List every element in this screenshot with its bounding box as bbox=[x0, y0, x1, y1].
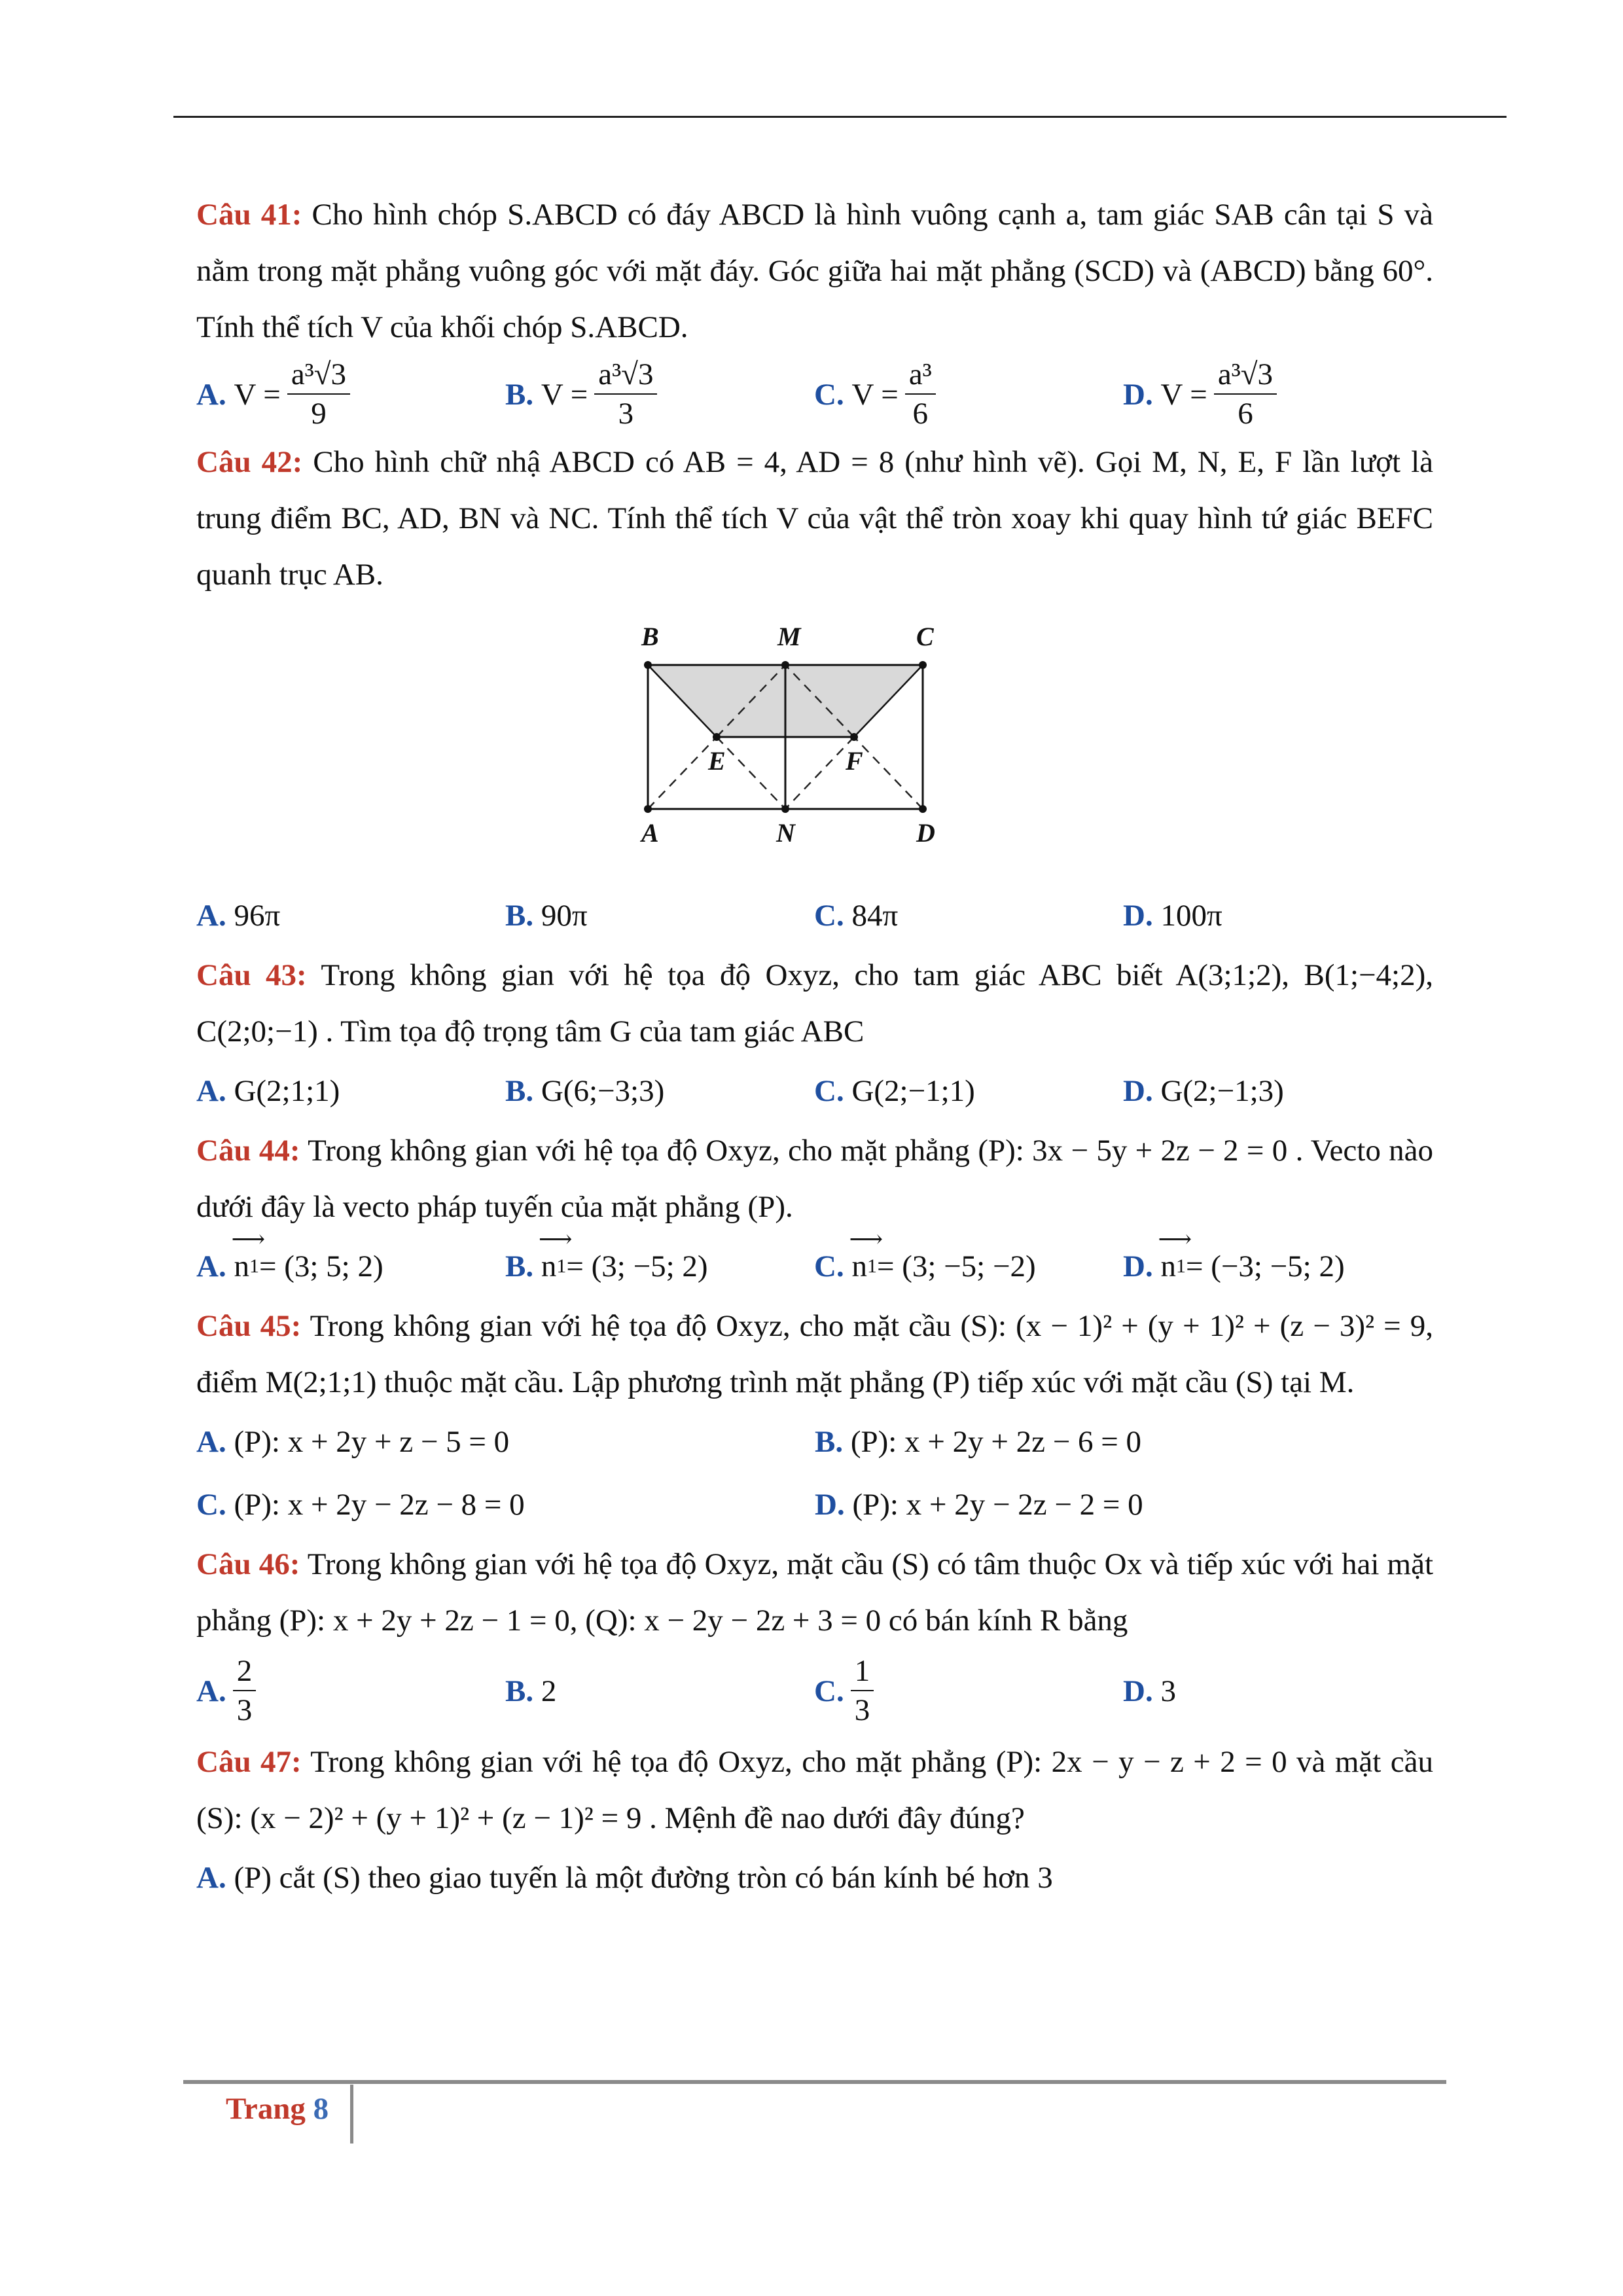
option-d[interactable] bbox=[1123, 1649, 1432, 1734]
question-label: Câu 42: bbox=[196, 445, 303, 479]
question-43 bbox=[196, 947, 1433, 1060]
options-43 bbox=[196, 1060, 1433, 1122]
option-value: = (−3; −5; 2) bbox=[1185, 1249, 1345, 1283]
vector-symbol: ⟶ n bbox=[541, 1249, 557, 1284]
option-value: (P): x + 2y − 2z − 2 = 0 bbox=[852, 1488, 1143, 1522]
option-d[interactable] bbox=[1123, 1060, 1432, 1122]
option-prefix: V = bbox=[234, 378, 281, 412]
option-value: 100π bbox=[1160, 899, 1222, 933]
question-text: Trong không gian với hệ tọa độ Oxyz, cho tam giác ABC biết A(3;1;2), B(1;−4;2), C(2;0;−1) . Tìm tọa độ trọng tâm G của tam giác ABC bbox=[196, 958, 1434, 1049]
numerator: a³ bbox=[905, 358, 936, 395]
question-text: Trong không gian với hệ tọa độ Oxyz, cho mặt cầu (S): (x − 1)² + (y + 1)² + (z − 3)² = 9, điểm M(2;1;1) thuộc mặt cầu. Lập phương trình mặt phẳng (P) tiếp xúc với mặt cầu (S) tại M. bbox=[196, 1309, 1434, 1399]
option-a[interactable] bbox=[196, 884, 505, 947]
options-47 bbox=[196, 1846, 1433, 1909]
label-n: N bbox=[776, 818, 795, 848]
option-d[interactable] bbox=[1123, 355, 1432, 434]
option-prefix: V = bbox=[851, 378, 899, 412]
option-label: A. bbox=[196, 1425, 226, 1459]
option-b[interactable] bbox=[505, 1235, 814, 1298]
option-value: G(6;−3;3) bbox=[541, 1074, 665, 1108]
option-b[interactable] bbox=[505, 884, 814, 947]
option-label: C. bbox=[814, 899, 844, 933]
option-value: 84π bbox=[851, 899, 899, 933]
option-label: D. bbox=[1123, 1249, 1153, 1283]
option-value: 3 bbox=[1160, 1674, 1176, 1708]
option-label: A. bbox=[196, 1674, 226, 1708]
question-47 bbox=[196, 1734, 1433, 1846]
option-value: G(2;−1;3) bbox=[1160, 1074, 1284, 1108]
vector-subscript: 1 bbox=[1175, 1255, 1186, 1277]
fraction bbox=[905, 358, 936, 431]
option-label: C. bbox=[814, 378, 844, 412]
option-label: D. bbox=[815, 1488, 845, 1522]
question-label: Câu 47: bbox=[196, 1745, 302, 1779]
option-value: = (3; 5; 2) bbox=[259, 1249, 383, 1283]
denominator: 3 bbox=[854, 1693, 870, 1727]
numerator: 1 bbox=[851, 1655, 874, 1691]
option-b[interactable] bbox=[505, 1060, 814, 1122]
option-c[interactable] bbox=[196, 1473, 815, 1536]
question-text: Trong không gian với hệ tọa độ Oxyz, mặt cầu (S) có tâm thuộc Ox và tiếp xúc với hai mặt phẳng (P): x + 2y + 2z − 1 = 0, (Q): x − 2y − 2z + 3 = 0 có bán kính R bằng bbox=[196, 1547, 1434, 1638]
option-c[interactable] bbox=[814, 1060, 1123, 1122]
option-value: 2 bbox=[541, 1674, 557, 1708]
option-a[interactable] bbox=[196, 355, 505, 434]
top-rule bbox=[173, 116, 1507, 118]
numerator: a³√3 bbox=[594, 358, 657, 395]
question-label: Câu 46: bbox=[196, 1547, 300, 1581]
label-c: C bbox=[916, 622, 934, 651]
option-c[interactable] bbox=[814, 884, 1123, 947]
option-c[interactable] bbox=[814, 1649, 1123, 1734]
option-label: B. bbox=[505, 378, 534, 412]
option-label: B. bbox=[505, 1249, 534, 1283]
option-label: D. bbox=[1123, 899, 1153, 933]
option-label: B. bbox=[505, 1074, 534, 1108]
option-label: C. bbox=[814, 1074, 844, 1108]
denominator: 3 bbox=[618, 397, 634, 431]
option-label: B. bbox=[505, 899, 534, 933]
option-value: (P): x + 2y + 2z − 6 = 0 bbox=[850, 1425, 1141, 1459]
option-prefix: V = bbox=[1160, 378, 1207, 412]
label-m: M bbox=[777, 622, 801, 651]
question-text: Trong không gian với hệ tọa độ Oxyz, cho mặt phẳng (P): 3x − 5y + 2z − 2 = 0 . Vecto nào dưới đây là vecto pháp tuyến của mặt phẳng (P). bbox=[196, 1134, 1434, 1224]
page-number: 8 bbox=[313, 2092, 329, 2126]
option-b[interactable] bbox=[815, 1410, 1433, 1473]
options-45-row1 bbox=[196, 1410, 1433, 1473]
question-44 bbox=[196, 1122, 1433, 1235]
question-label: Câu 45: bbox=[196, 1309, 302, 1343]
option-label: C. bbox=[814, 1249, 844, 1283]
option-label: A. bbox=[196, 1074, 226, 1108]
option-label: A. bbox=[196, 1249, 226, 1283]
vector-subscript: 1 bbox=[249, 1255, 259, 1277]
option-d[interactable] bbox=[1123, 884, 1432, 947]
label-d: D bbox=[916, 818, 935, 848]
vector-symbol: ⟶ n bbox=[234, 1249, 249, 1284]
footer-word: Trang bbox=[226, 2092, 306, 2126]
fraction bbox=[287, 358, 350, 431]
option-a[interactable] bbox=[196, 1410, 815, 1473]
option-value: = (3; −5; −2) bbox=[876, 1249, 1036, 1283]
option-label: D. bbox=[1123, 1674, 1153, 1708]
option-value: (P): x + 2y − 2z − 8 = 0 bbox=[234, 1488, 525, 1522]
question-46 bbox=[196, 1536, 1433, 1649]
question-text: Cho hình chóp S.ABCD có đáy ABCD là hình vuông cạnh a, tam giác SAB cân tại S và nằm trong mặt phẳng vuông góc với mặt đáy. Góc giữa hai mặt phẳng (SCD) và (ABCD) bằng 60°. Tính thể tích V của khối chóp S.ABCD. bbox=[196, 198, 1434, 344]
denominator: 6 bbox=[912, 397, 929, 431]
option-d[interactable] bbox=[1123, 1235, 1432, 1298]
options-46 bbox=[196, 1649, 1433, 1734]
option-label: A. bbox=[196, 1861, 226, 1895]
fraction bbox=[851, 1655, 874, 1727]
question-text: Cho hình chữ nhậ ABCD có AB = 4, AD = 8 (như hình vẽ). Gọi M, N, E, F lần lượt là trung điểm BC, AD, BN và NC. Tính thể tích V của vật thể tròn xoay khi quay hình tứ giác BEFC quanh trục AB. bbox=[196, 445, 1434, 592]
option-label: D. bbox=[1123, 1074, 1153, 1108]
option-prefix: V = bbox=[541, 378, 588, 412]
page-content bbox=[196, 187, 1433, 1909]
page-footer bbox=[226, 2091, 329, 2126]
options-44 bbox=[196, 1235, 1433, 1298]
options-41 bbox=[196, 355, 1433, 434]
label-a: A bbox=[641, 818, 659, 848]
label-b: B bbox=[641, 622, 659, 651]
option-label: B. bbox=[505, 1674, 534, 1708]
question-45 bbox=[196, 1298, 1433, 1410]
question-text: Trong không gian với hệ tọa độ Oxyz, cho mặt phẳng (P): 2x − y − z + 2 = 0 và mặt cầu (S): (x − 2)² + (y + 1)² + (z − 1)² = 9 . Mệnh đề nao dưới đây đúng? bbox=[196, 1745, 1434, 1835]
rectangle-figure bbox=[622, 616, 988, 878]
question-label: Câu 44: bbox=[196, 1134, 300, 1168]
option-c[interactable] bbox=[814, 355, 1123, 434]
option-b[interactable] bbox=[505, 355, 814, 434]
vector-subscript: 1 bbox=[556, 1255, 567, 1277]
numerator: 2 bbox=[233, 1655, 257, 1691]
option-value: 96π bbox=[234, 899, 281, 933]
option-a[interactable] bbox=[196, 1649, 505, 1734]
bottom-rule bbox=[183, 2080, 1446, 2084]
option-a[interactable] bbox=[196, 1235, 505, 1298]
option-label: C. bbox=[814, 1674, 844, 1708]
label-f: F bbox=[846, 746, 863, 776]
option-label: C. bbox=[196, 1488, 226, 1522]
vector-symbol: ⟶ n bbox=[1160, 1249, 1176, 1284]
option-label: A. bbox=[196, 899, 226, 933]
option-value: (P): x + 2y + z − 5 = 0 bbox=[234, 1425, 510, 1459]
option-a[interactable] bbox=[196, 1846, 1053, 1909]
numerator: a³√3 bbox=[1214, 358, 1277, 395]
option-label: D. bbox=[1123, 378, 1153, 412]
numerator: a³√3 bbox=[287, 358, 350, 395]
option-d[interactable] bbox=[815, 1473, 1433, 1536]
option-a[interactable] bbox=[196, 1060, 505, 1122]
option-value: (P) cắt (S) theo giao tuyến là một đường tròn có bán kính bé hơn 3 bbox=[234, 1861, 1053, 1895]
fraction bbox=[1214, 358, 1277, 431]
vector-symbol: ⟶ n bbox=[851, 1249, 867, 1284]
label-e: E bbox=[708, 746, 726, 776]
options-42 bbox=[196, 884, 1433, 947]
option-value: G(2;−1;1) bbox=[851, 1074, 975, 1108]
denominator: 9 bbox=[311, 397, 327, 431]
option-value: G(2;1;1) bbox=[234, 1074, 340, 1108]
option-label: A. bbox=[196, 378, 226, 412]
question-42 bbox=[196, 434, 1433, 603]
option-value: = (3; −5; 2) bbox=[566, 1249, 708, 1283]
option-c[interactable] bbox=[814, 1235, 1123, 1298]
option-b[interactable] bbox=[505, 1649, 814, 1734]
vector-subscript: 1 bbox=[866, 1255, 877, 1277]
question-label: Câu 41: bbox=[196, 198, 302, 232]
option-value: 90π bbox=[541, 899, 588, 933]
question-41 bbox=[196, 187, 1433, 355]
denominator: 3 bbox=[236, 1693, 253, 1727]
fraction bbox=[594, 358, 657, 431]
option-label: B. bbox=[815, 1425, 844, 1459]
options-45-row2 bbox=[196, 1473, 1433, 1536]
question-label: Câu 43: bbox=[196, 958, 307, 992]
footer-divider bbox=[350, 2085, 353, 2144]
denominator: 6 bbox=[1238, 397, 1253, 431]
fraction bbox=[233, 1655, 257, 1727]
